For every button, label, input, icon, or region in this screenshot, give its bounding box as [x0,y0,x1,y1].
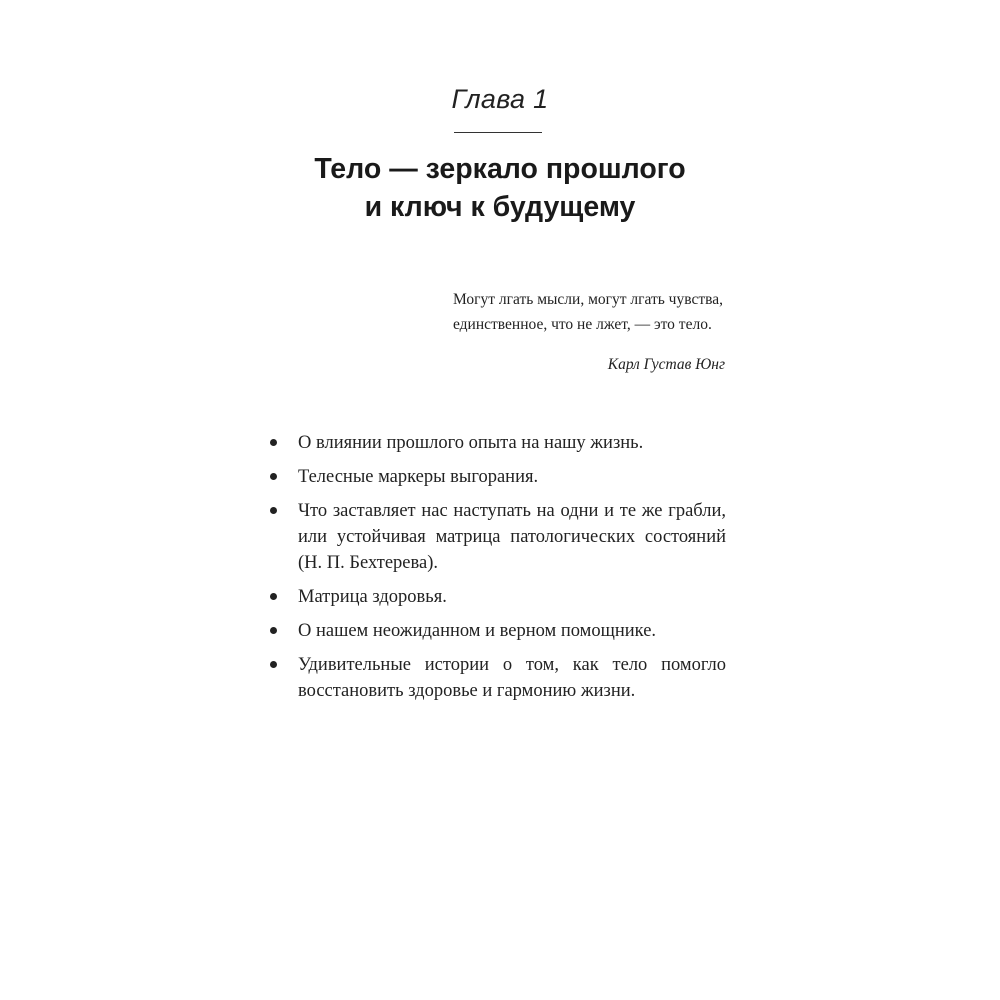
list-item [270,498,726,576]
list-item [270,584,726,610]
list-item [270,464,726,490]
epigraph [453,287,725,377]
chapter-divider [454,132,542,133]
chapter-topics-list [270,430,726,712]
chapter-title [0,150,1000,226]
epigraph-author: Карл Густав Юнг [607,356,725,373]
bullet-icon [270,473,277,480]
bullet-icon [270,439,277,446]
list-item-text: О нашем неожиданном и верном помощнике. [298,621,657,641]
epigraph-text: Могут лгать мысли, могут лгать чувства, единственное, что не лжет, — это тело. [453,291,723,333]
chapter-title-line-1: Тело — зеркало прошлого [314,153,686,185]
list-item-text: Матрица здоровья. [298,587,447,607]
bullet-icon [270,627,277,634]
chapter-label: Глава 1 [451,84,549,114]
list-item [270,618,726,644]
list-item [270,652,726,704]
list-item-text: Удивительные истории о том, как тело помогло восстановить здоровье и гармонию жизни. [298,655,726,701]
bullet-icon [270,593,277,600]
list-item [270,430,726,456]
list-item-text: О влиянии прошлого опыта на нашу жизнь. [298,433,644,453]
list-item-text: Телесные маркеры выгорания. [298,467,539,487]
chapter-title-line-2: и ключ к будущему [364,191,636,223]
bullet-icon [270,661,277,668]
bullet-icon [270,507,277,514]
list-item-text: Что заставляет нас наступать на одни и те же грабли, или устойчивая матрица патологических состояний (Н. П. Бехтерева). [298,501,726,573]
